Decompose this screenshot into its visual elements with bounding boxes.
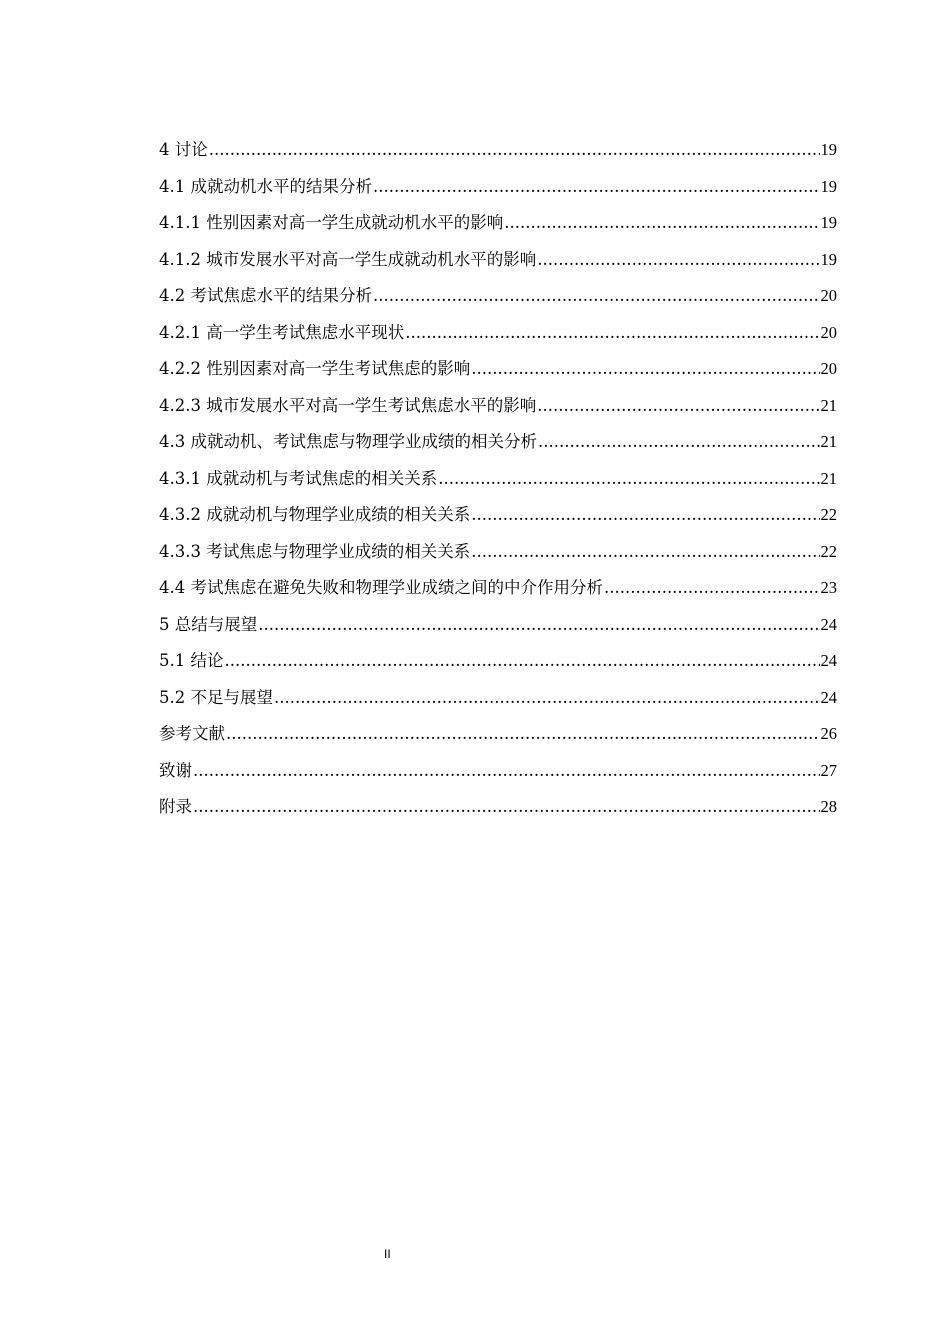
toc-entry-title: 4.3.3 考试焦虑与物理学业成绩的相关关系	[159, 541, 471, 561]
toc-entry-title: 4.2 考试焦虑水平的结果分析	[159, 286, 372, 305]
toc-entry-page: 20	[820, 286, 837, 305]
toc-entry[interactable]	[159, 465, 837, 502]
toc-dot-leader	[274, 684, 820, 712]
toc-entry-title: 4.3 成就动机、考试焦虑与物理学业成绩的相关分析	[159, 432, 537, 451]
toc-entry-page: 19	[820, 140, 837, 159]
page-number: II	[384, 1247, 391, 1261]
toc-dot-leader	[471, 355, 819, 383]
toc-entry-title: 4.1.1 性别因素对高一学生成就动机水平的影响	[159, 213, 504, 232]
toc-dot-leader	[405, 319, 819, 347]
toc-entry-title: 5 总结与展望	[159, 614, 258, 634]
toc-dot-leader	[504, 209, 819, 237]
toc-entry[interactable]	[159, 246, 837, 283]
toc-entry-page: 24	[820, 651, 837, 670]
toc-dot-leader	[193, 793, 820, 821]
toc-dot-leader	[438, 465, 819, 493]
toc-dot-leader	[373, 173, 820, 201]
toc-entry[interactable]	[159, 136, 837, 173]
toc-entry-title: 5.1 结论	[159, 651, 224, 670]
toc-dot-leader	[193, 757, 820, 785]
toc-entry-page: 22	[820, 541, 837, 561]
toc-entry[interactable]	[159, 611, 837, 648]
toc-entry-page: 20	[820, 322, 837, 342]
toc-entry[interactable]	[159, 538, 837, 575]
toc-entry-title: 附录	[159, 797, 192, 816]
toc-entry[interactable]	[159, 209, 837, 246]
toc-entry-page: 20	[820, 359, 837, 378]
toc-entry[interactable]	[159, 574, 837, 611]
toc-dot-leader	[225, 647, 820, 675]
toc-dot-leader	[226, 720, 820, 748]
toc-entry[interactable]	[159, 720, 837, 757]
toc-entry-page: 21	[820, 432, 837, 451]
toc-entry[interactable]	[159, 647, 837, 684]
toc-dot-leader	[471, 538, 819, 566]
toc-dot-leader	[538, 428, 820, 456]
toc-dot-leader	[537, 392, 819, 420]
toc-entry-page: 26	[820, 724, 837, 743]
toc-dot-leader	[209, 136, 820, 164]
toc-entry-title: 致谢	[159, 760, 192, 780]
toc-entry-page: 22	[820, 505, 837, 524]
toc-entry-title: 4 讨论	[159, 140, 208, 159]
toc-entry-title: 4.3.2 成就动机与物理学业成绩的相关关系	[159, 505, 471, 524]
toc-dot-leader	[373, 282, 820, 310]
toc-entry[interactable]	[159, 757, 837, 794]
toc-entry-page: 19	[820, 176, 837, 196]
toc-entry-title: 4.2.2 性别因素对高一学生考试焦虑的影响	[159, 359, 471, 378]
toc-entry-page: 19	[820, 213, 837, 232]
toc-entry[interactable]	[159, 501, 837, 538]
table-of-contents	[159, 136, 837, 830]
toc-entry-title: 参考文献	[159, 724, 225, 743]
toc-entry[interactable]	[159, 173, 837, 210]
toc-entry-page: 21	[820, 468, 837, 488]
toc-dot-leader	[537, 246, 819, 274]
toc-entry-title: 4.1 成就动机水平的结果分析	[159, 176, 372, 196]
toc-entry[interactable]	[159, 684, 837, 721]
toc-dot-leader	[604, 574, 820, 602]
toc-entry[interactable]	[159, 282, 837, 319]
toc-entry-title: 4.4 考试焦虑在避免失败和物理学业成绩之间的中介作用分析	[159, 578, 603, 597]
toc-entry-title: 4.2.1 高一学生考试焦虑水平现状	[159, 322, 405, 342]
toc-entry-page: 24	[820, 614, 837, 634]
toc-dot-leader	[258, 611, 819, 639]
toc-entry-title: 4.2.3 城市发展水平对高一学生考试焦虑水平的影响	[159, 395, 537, 415]
toc-entry-page: 27	[820, 760, 837, 780]
toc-entry-page: 28	[820, 797, 837, 816]
toc-entry[interactable]	[159, 355, 837, 392]
toc-entry-page: 21	[820, 395, 837, 415]
toc-entry[interactable]	[159, 319, 837, 356]
toc-entry[interactable]	[159, 428, 837, 465]
toc-entry[interactable]	[159, 793, 837, 830]
toc-entry-title: 4.1.2 城市发展水平对高一学生成就动机水平的影响	[159, 249, 537, 269]
toc-entry-page: 24	[820, 687, 837, 707]
toc-entry-title: 5.2 不足与展望	[159, 687, 273, 707]
toc-entry-page: 19	[820, 249, 837, 269]
toc-entry-page: 23	[820, 578, 837, 597]
toc-entry-title: 4.3.1 成就动机与考试焦虑的相关关系	[159, 468, 438, 488]
toc-dot-leader	[471, 501, 819, 529]
toc-entry[interactable]	[159, 392, 837, 429]
